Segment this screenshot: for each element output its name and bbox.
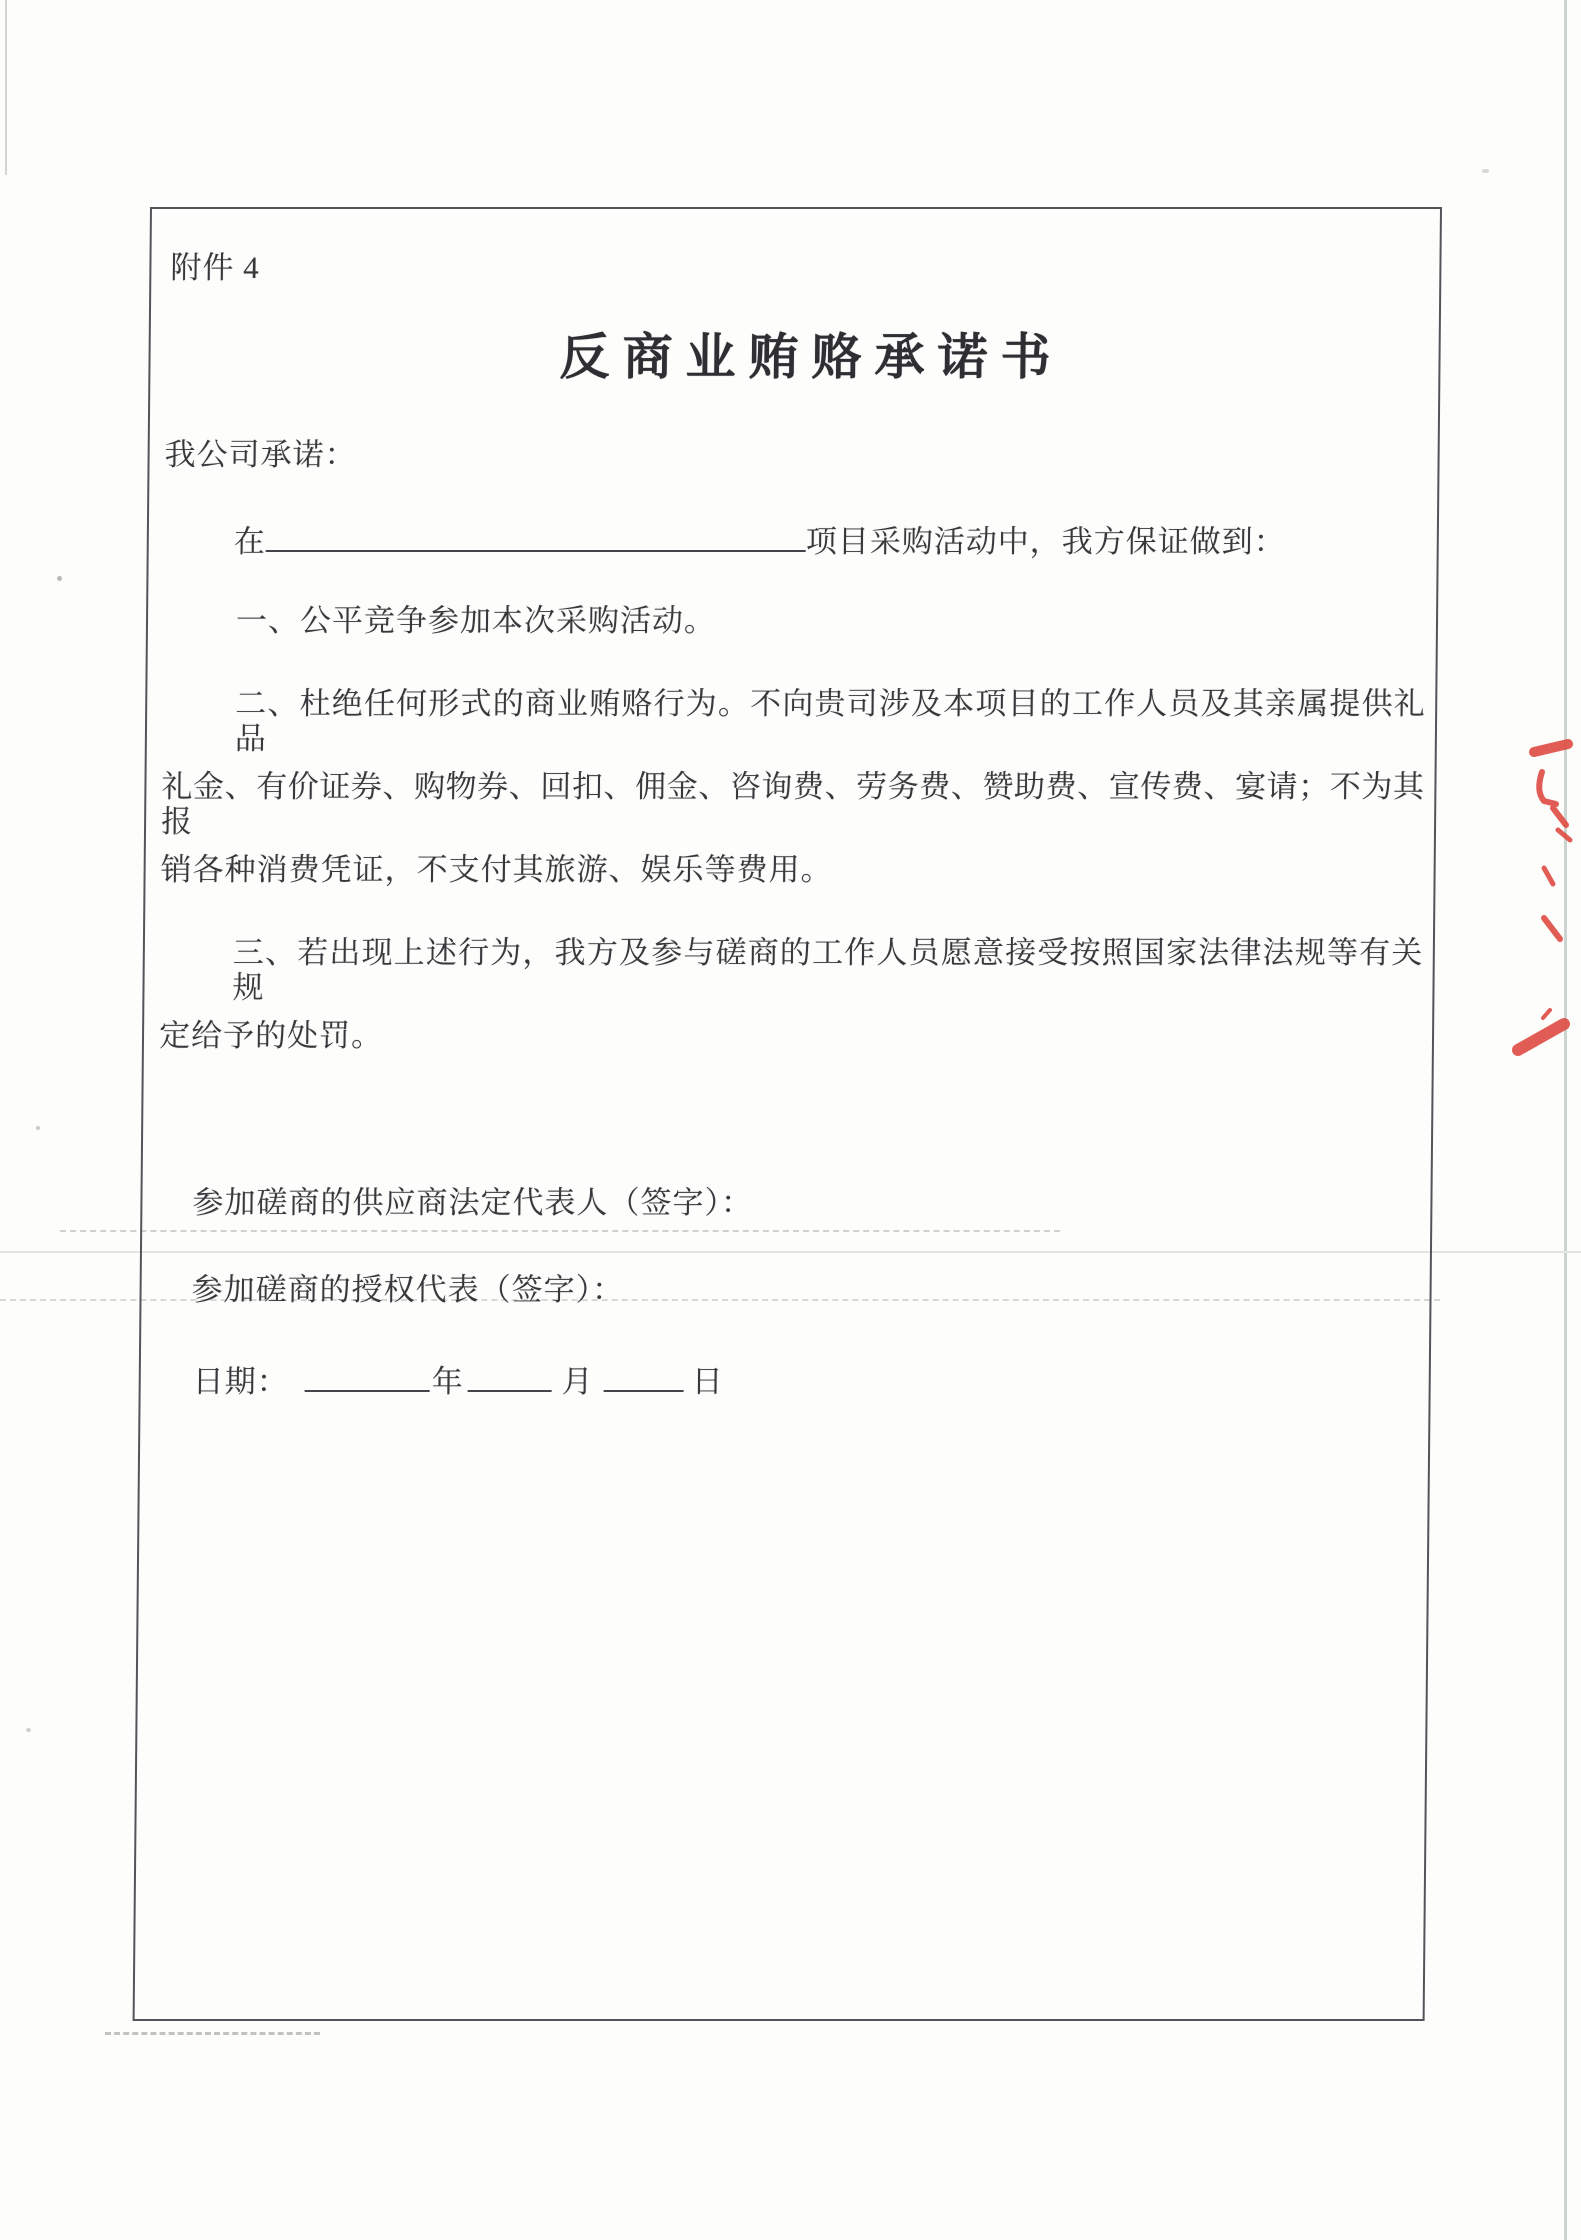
blank-underline-day — [604, 1360, 684, 1392]
date-label: 日期： — [192, 1364, 289, 1399]
scan-speck — [26, 1728, 31, 1732]
clause-three-line-1: 三、若出现上述行为，我方及参与磋商的工作人员愿意接受按照国家法律法规等有关规 — [232, 935, 1424, 1005]
scan-speck — [1482, 169, 1489, 173]
document-title: 反商业贿赂承诺书 — [559, 329, 1064, 385]
signature-line-legal-representative: 参加磋商的供应商法定代表人（签字）： — [192, 1185, 754, 1220]
blank-underline-month — [468, 1360, 552, 1392]
clause-three-line-2: 定给予的处罚。 — [158, 1018, 384, 1053]
signature-line-authorized-representative: 参加磋商的授权代表（签字）： — [191, 1272, 625, 1307]
project-line-prefix: 在 — [233, 524, 266, 559]
project-line-suffix: 项目采购活动中，我方保证做到： — [805, 524, 1286, 559]
blank-underline-year — [305, 1360, 430, 1392]
scan-edge-line-left — [5, 0, 7, 175]
project-blank-line — [234, 520, 1286, 559]
date-year-unit: 年 — [431, 1364, 464, 1399]
scan-edge-line-right — [1564, 0, 1567, 2240]
scan-artifact-dashed-line — [105, 2032, 320, 2035]
clause-two-line-3: 销各种消费凭证，不支付其旅游、娱乐等费用。 — [160, 852, 833, 887]
date-line — [193, 1360, 724, 1399]
clause-two-line-2: 礼金、有价证券、购物券、回扣、佣金、咨询费、劳务费、赞助费、宣传费、宴请；不为其报 — [160, 769, 1425, 839]
date-day-unit: 日 — [691, 1364, 724, 1399]
scan-speck — [57, 576, 62, 581]
date-month-unit: 月 — [561, 1364, 594, 1399]
blank-underline-project — [266, 520, 806, 552]
scan-speck — [36, 1126, 40, 1130]
attachment-label: 附件 4 — [170, 250, 260, 285]
intro-line: 我公司承诺： — [164, 437, 357, 472]
clause-two-line-1: 二、杜绝任何形式的商业贿赂行为。不向贵司涉及本项目的工作人员及其亲属提供礼品 — [234, 686, 1426, 756]
clause-one-line: 一、公平竞争参加本次采购活动。 — [235, 603, 717, 638]
red-handwriting-mark — [1498, 728, 1581, 1078]
document-border-box — [133, 207, 1442, 2021]
